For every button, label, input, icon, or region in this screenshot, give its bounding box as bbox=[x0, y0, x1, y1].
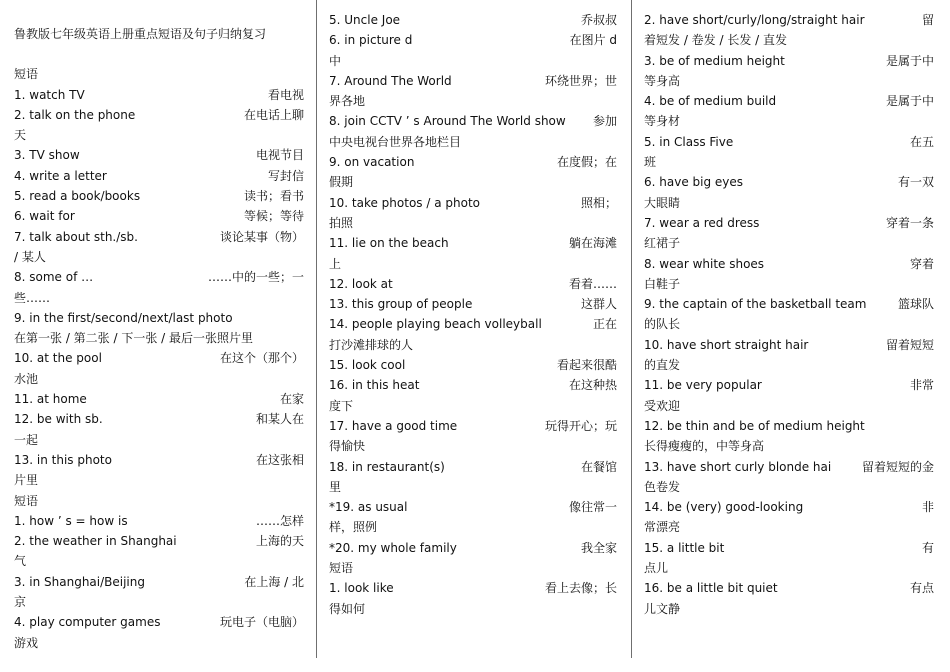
phrase-text: 5. Uncle Joe bbox=[329, 13, 401, 27]
phrase-text: 短语 bbox=[329, 561, 354, 576]
phrase-text: 6. have big eyes bbox=[644, 175, 744, 190]
text-line bbox=[644, 477, 934, 497]
phrase-text: 一起 bbox=[14, 432, 39, 447]
phrase-text: 13. in this photo bbox=[14, 452, 112, 467]
text-line bbox=[14, 166, 304, 186]
phrase-translation: 和某人在 bbox=[255, 412, 304, 427]
text-line bbox=[14, 64, 304, 84]
text-line bbox=[644, 355, 934, 375]
phrase-text: 得如何 bbox=[329, 601, 366, 616]
phrase-translation: 照相； bbox=[580, 195, 617, 210]
text-line bbox=[329, 274, 617, 294]
phrase-text: 常漂亮 bbox=[644, 520, 681, 535]
phrase-text: 4. write a letter bbox=[14, 168, 107, 183]
phrase-translation: 在这张相 bbox=[255, 452, 304, 467]
text-line bbox=[329, 30, 617, 50]
phrase-text: 等身材 bbox=[644, 114, 681, 129]
text-line bbox=[14, 186, 304, 206]
phrase-text: 红裙子 bbox=[644, 236, 681, 251]
text-line bbox=[644, 10, 934, 30]
phrase-text: 点儿 bbox=[644, 561, 669, 576]
text-line bbox=[329, 335, 617, 355]
text-line bbox=[14, 592, 304, 612]
phrase-text: 气 bbox=[14, 554, 27, 569]
text-line bbox=[14, 369, 304, 389]
phrase-translation: 像往常一 bbox=[568, 500, 617, 515]
phrase-text: 15. a little bit bbox=[644, 540, 725, 555]
text-line bbox=[329, 172, 617, 192]
phrase-text: 大眼睛 bbox=[644, 195, 681, 210]
phrase-translation: 正在 bbox=[592, 317, 617, 332]
phrase-text: 13. this group of people bbox=[329, 297, 473, 312]
phrase-translation: 环绕世界；世 bbox=[544, 73, 617, 88]
text-line bbox=[14, 531, 304, 551]
text-line bbox=[644, 578, 934, 598]
phrase-text: 17. have a good time bbox=[329, 418, 458, 433]
text-line bbox=[14, 430, 304, 450]
text-line bbox=[644, 51, 934, 71]
phrase-translation: 玩电子（电脑） bbox=[219, 615, 304, 630]
phrase-text: 7. talk about sth./sb. bbox=[14, 229, 138, 244]
phrase-text: 9. in the first/second/next/last photo bbox=[14, 310, 233, 325]
phrase-text: 16. be a little bit quiet bbox=[644, 581, 778, 596]
column-divider-2 bbox=[631, 0, 632, 658]
phrase-text: 4. be of medium build bbox=[644, 94, 777, 109]
text-line bbox=[644, 274, 934, 294]
phrase-text: 15. look cool bbox=[329, 358, 406, 373]
phrase-text: 打沙滩排球的人 bbox=[329, 337, 414, 352]
text-line bbox=[644, 152, 934, 172]
text-line bbox=[644, 30, 934, 50]
column-divider-1 bbox=[316, 0, 317, 658]
phrase-text: 白鞋子 bbox=[644, 276, 681, 291]
phrase-text: 游戏 bbox=[14, 635, 39, 650]
text-line bbox=[329, 355, 617, 375]
text-line bbox=[644, 91, 934, 111]
phrase-translation: 是属于中 bbox=[885, 53, 934, 68]
phrase-text: 5. read a book/books bbox=[14, 189, 141, 204]
column-1 bbox=[14, 10, 304, 653]
phrase-translation: 在图片 d bbox=[569, 33, 617, 48]
document-title bbox=[14, 24, 304, 44]
phrase-text: 10. have short straight hair bbox=[644, 337, 809, 352]
phrase-translation: 在上海 / 北 bbox=[244, 574, 304, 589]
phrase-translation: 看电视 bbox=[267, 87, 304, 102]
text-line bbox=[644, 254, 934, 274]
phrase-text: / 某人 bbox=[14, 249, 46, 264]
text-line bbox=[644, 111, 934, 131]
text-line bbox=[14, 348, 304, 368]
phrase-translation: 躺在海滩 bbox=[568, 236, 617, 251]
phrase-translation: 有一双 bbox=[897, 175, 934, 190]
text-line bbox=[644, 497, 934, 517]
phrase-translation: 参加 bbox=[592, 114, 617, 129]
phrase-text: 界各地 bbox=[329, 94, 366, 109]
text-line bbox=[329, 517, 617, 537]
phrase-text: 13. have short curly blonde hai bbox=[644, 459, 832, 474]
text-line bbox=[329, 152, 617, 172]
phrase-text: 2. have short/curly/long/straight hair bbox=[644, 13, 865, 27]
phrase-translation: 谈论某事（物） bbox=[219, 229, 304, 244]
text-line bbox=[329, 436, 617, 456]
text-line bbox=[644, 599, 934, 619]
text-line bbox=[14, 612, 304, 632]
phrase-text: 长得瘦瘦的，中等身高 bbox=[644, 439, 765, 454]
phrase-text: *20. my whole family bbox=[329, 540, 457, 555]
phrase-text: 8. some of … bbox=[14, 270, 94, 285]
phrase-text: 9. the captain of the basketball team bbox=[644, 297, 867, 312]
document-title-text: 鲁教版七年级英语上册重点短语及句子归纳复习 bbox=[14, 27, 267, 41]
phrase-text: 7. wear a red dress bbox=[644, 215, 760, 230]
text-line bbox=[14, 125, 304, 145]
phrase-text: 11. lie on the beach bbox=[329, 236, 449, 251]
text-line bbox=[14, 145, 304, 165]
phrase-translation: 在这个（那个） bbox=[219, 351, 304, 366]
text-line bbox=[644, 375, 934, 395]
phrase-translation: 上海的天 bbox=[255, 534, 304, 549]
text-line bbox=[14, 247, 304, 267]
phrase-text: 些…… bbox=[14, 290, 51, 305]
phrase-translation: 读书；看书 bbox=[243, 189, 304, 204]
text-line bbox=[14, 409, 304, 429]
phrase-translation: 留 bbox=[921, 13, 934, 27]
phrase-translation: ……中的一些；一 bbox=[207, 270, 304, 285]
text-line bbox=[14, 551, 304, 571]
phrase-text: 1. watch TV bbox=[14, 87, 85, 102]
phrase-text: 18. in restaurant(s) bbox=[329, 459, 445, 474]
phrase-text: 短语 bbox=[14, 493, 39, 508]
text-line bbox=[329, 254, 617, 274]
text-line bbox=[14, 389, 304, 409]
phrase-text: 6. wait for bbox=[14, 209, 75, 224]
phrase-translation: 有 bbox=[921, 540, 934, 555]
text-line bbox=[644, 314, 934, 334]
phrase-translation: 看上去像；长 bbox=[544, 581, 617, 596]
phrase-translation: 看着…… bbox=[568, 276, 617, 291]
text-line bbox=[329, 497, 617, 517]
text-line bbox=[329, 132, 617, 152]
text-line bbox=[329, 457, 617, 477]
text-line bbox=[644, 71, 934, 91]
phrase-translation: 在五 bbox=[909, 134, 934, 149]
phrase-text: 10. at the pool bbox=[14, 351, 102, 366]
phrase-translation: 看起来很酷 bbox=[556, 358, 617, 373]
phrase-translation: 写封信 bbox=[267, 168, 304, 183]
text-line bbox=[329, 538, 617, 558]
phrase-translation: 篮球队 bbox=[897, 297, 934, 312]
text-line bbox=[14, 470, 304, 490]
text-line bbox=[329, 10, 617, 30]
text-line bbox=[644, 457, 934, 477]
phrase-text: 14. be (very) good-looking bbox=[644, 500, 804, 515]
phrase-text: 9. on vacation bbox=[329, 155, 415, 170]
text-line bbox=[329, 213, 617, 233]
text-line bbox=[329, 396, 617, 416]
phrase-translation: 非 bbox=[921, 500, 934, 515]
text-line bbox=[329, 558, 617, 578]
phrase-text: 得愉快 bbox=[329, 439, 366, 454]
phrase-translation: 我全家 bbox=[580, 540, 617, 555]
phrase-text: 在第一张 / 第二张 / 下一张 / 最后一张照片里 bbox=[14, 331, 254, 346]
text-line bbox=[329, 599, 617, 619]
phrase-text: 的队长 bbox=[644, 317, 681, 332]
phrase-text: 5. in Class Five bbox=[644, 134, 734, 149]
text-line bbox=[14, 85, 304, 105]
text-line bbox=[329, 294, 617, 314]
text-line bbox=[644, 233, 934, 253]
phrase-text: 11. be very popular bbox=[644, 378, 762, 393]
phrase-text: 上 bbox=[329, 256, 342, 271]
text-line bbox=[329, 477, 617, 497]
phrase-text: 等身高 bbox=[644, 73, 681, 88]
phrase-text: 儿文静 bbox=[644, 601, 681, 616]
text-line bbox=[644, 396, 934, 416]
phrase-text: 3. in Shanghai/Beijing bbox=[14, 574, 145, 589]
phrase-text: 3. TV show bbox=[14, 148, 80, 163]
phrase-text: 度下 bbox=[329, 398, 354, 413]
phrase-translation: 乔叔叔 bbox=[580, 13, 617, 27]
text-line bbox=[329, 416, 617, 436]
text-line bbox=[14, 511, 304, 531]
phrase-text: 水池 bbox=[14, 371, 39, 386]
phrase-translation: ……怎样 bbox=[255, 513, 304, 528]
phrase-text: 2. talk on the phone bbox=[14, 107, 136, 122]
phrase-text: 4. play computer games bbox=[14, 615, 161, 630]
text-line bbox=[14, 288, 304, 308]
phrase-text: 16. in this heat bbox=[329, 378, 420, 393]
phrase-translation: 玩得开心；玩 bbox=[544, 418, 617, 433]
phrase-text: 7. Around The World bbox=[329, 73, 452, 88]
phrase-text: 拍照 bbox=[329, 215, 354, 230]
text-line bbox=[14, 267, 304, 287]
phrase-translation: 在电话上聊 bbox=[243, 107, 304, 122]
phrase-translation: 这群人 bbox=[580, 297, 617, 312]
phrase-text: 10. take photos / a photo bbox=[329, 195, 480, 210]
phrase-translation: 在餐馆 bbox=[580, 459, 617, 474]
text-line bbox=[14, 227, 304, 247]
phrase-text: 8. join CCTV ’ s Around The World show bbox=[329, 114, 566, 129]
phrase-translation: 在度假；在 bbox=[556, 155, 617, 170]
phrase-translation: 在家 bbox=[279, 392, 304, 407]
phrase-text: 12. look at bbox=[329, 276, 393, 291]
phrase-text: 12. be thin and be of medium height bbox=[644, 418, 865, 433]
text-line bbox=[14, 633, 304, 653]
phrase-translation: 穿着一条 bbox=[885, 215, 934, 230]
text-line bbox=[644, 172, 934, 192]
text-line bbox=[14, 105, 304, 125]
text-line bbox=[329, 233, 617, 253]
text-line bbox=[644, 213, 934, 233]
text-line bbox=[329, 193, 617, 213]
phrase-text: 受欢迎 bbox=[644, 398, 681, 413]
phrase-text: 12. be with sb. bbox=[14, 412, 103, 427]
phrase-translation: 留着短短的金 bbox=[861, 459, 934, 474]
text-line bbox=[329, 375, 617, 395]
phrase-text: 3. be of medium height bbox=[644, 53, 785, 68]
phrase-translation: 是属于中 bbox=[885, 94, 934, 109]
column-3 bbox=[644, 10, 934, 619]
phrase-translation: 留着短短 bbox=[885, 337, 934, 352]
text-line bbox=[644, 335, 934, 355]
text-line bbox=[644, 517, 934, 537]
phrase-text: 中 bbox=[329, 53, 342, 68]
phrase-text: 1. look like bbox=[329, 581, 394, 596]
text-line bbox=[14, 450, 304, 470]
phrase-translation: 非常 bbox=[909, 378, 934, 393]
phrase-text: 6. in picture d bbox=[329, 33, 413, 48]
text-line bbox=[14, 206, 304, 226]
phrase-text: 着短发 / 卷发 / 长发 / 直发 bbox=[644, 33, 788, 48]
text-line bbox=[329, 578, 617, 598]
phrase-text: 11. at home bbox=[14, 392, 87, 407]
phrase-text: 1. how ’ s = how is bbox=[14, 513, 128, 528]
text-line bbox=[329, 71, 617, 91]
text-line bbox=[644, 538, 934, 558]
text-line bbox=[644, 416, 934, 436]
text-line bbox=[644, 193, 934, 213]
phrase-text: *19. as usual bbox=[329, 500, 408, 515]
phrase-text: 样，照例 bbox=[329, 520, 378, 535]
text-line bbox=[14, 491, 304, 511]
phrase-text: 2. the weather in Shanghai bbox=[14, 534, 177, 549]
phrase-text: 色卷发 bbox=[644, 479, 681, 494]
text-line bbox=[329, 91, 617, 111]
phrase-text: 假期 bbox=[329, 175, 354, 190]
phrase-text: 里 bbox=[329, 479, 342, 494]
phrase-text: 中央电视台世界各地栏目 bbox=[329, 134, 462, 149]
text-line bbox=[644, 558, 934, 578]
phrase-text: 班 bbox=[644, 155, 657, 170]
phrase-translation: 电视节目 bbox=[255, 148, 304, 163]
phrase-text: 天 bbox=[14, 128, 27, 143]
text-line bbox=[329, 51, 617, 71]
phrase-text: 片里 bbox=[14, 473, 39, 488]
text-line bbox=[644, 294, 934, 314]
phrase-text: 京 bbox=[14, 595, 27, 610]
phrase-translation: 等候；等待 bbox=[243, 209, 304, 224]
phrase-text: 短语 bbox=[14, 67, 39, 82]
phrase-translation: 有点 bbox=[909, 581, 934, 596]
text-line bbox=[329, 314, 617, 334]
phrase-text: 8. wear white shoes bbox=[644, 256, 765, 271]
text-line bbox=[14, 308, 304, 328]
phrase-translation: 在这种热 bbox=[568, 378, 617, 393]
text-line bbox=[14, 572, 304, 592]
phrase-text: 14. people playing beach volleyball bbox=[329, 317, 542, 332]
column-2 bbox=[329, 10, 617, 619]
phrase-text: 的直发 bbox=[644, 358, 681, 373]
text-line bbox=[14, 328, 304, 348]
text-line bbox=[644, 132, 934, 152]
text-line bbox=[329, 111, 617, 131]
text-line bbox=[644, 436, 934, 456]
phrase-translation: 穿着 bbox=[909, 256, 934, 271]
